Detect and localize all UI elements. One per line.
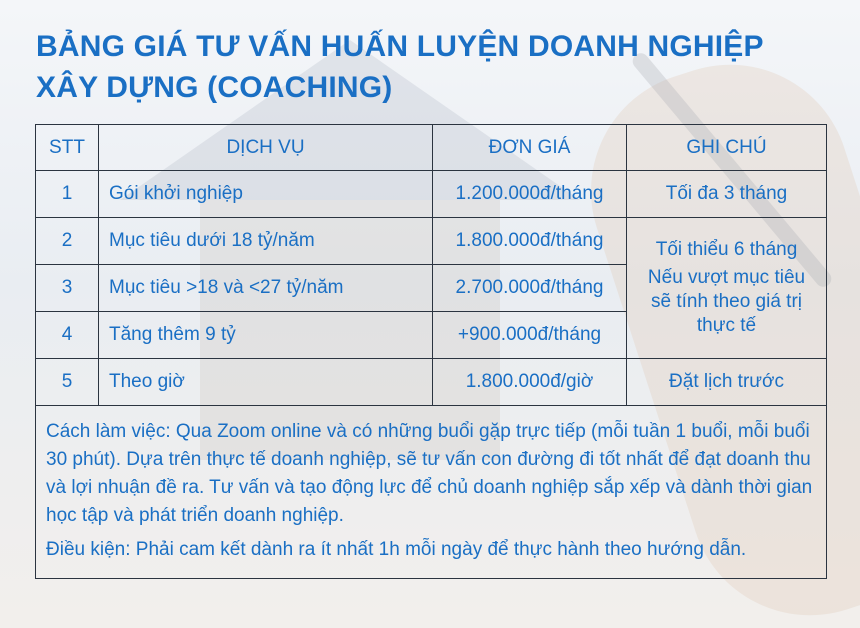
row-service: Mục tiêu >18 và <27 tỷ/năm	[99, 265, 433, 312]
condition-text: Điều kiện: Phải cam kết dành ra ít nhất 1h mỗi ngày để thực hành theo hướng dẫn.	[46, 539, 747, 560]
row-stt: 5	[36, 359, 99, 406]
footer-cell	[36, 406, 827, 579]
row-stt: 1	[36, 171, 99, 218]
row-price: 1.200.000đ/tháng	[433, 171, 627, 218]
working-method-text: Cách làm việc: Qua Zoom online và có những buổi gặp trực tiếp (mỗi tuần 1 buổi, mỗi buổi 30 phút). Dựa trên thực tế doanh nghiệp, sẽ tư vấn con đường đi tốt nhất để đạt doanh thu và lợi nhuận đề ra. Tư vấn và tạo động lực để chủ doanh nghiệp sắp xếp và dành thời gian học tập và phát triển doanh nghiệp.	[46, 421, 813, 526]
row-price: 1.800.000đ/giờ	[433, 359, 627, 406]
table-row	[36, 218, 827, 265]
page-title-line-2: XÂY DỰNG (COACHING)	[36, 71, 393, 104]
header-note: GHI CHÚ	[627, 125, 827, 171]
row-note: Đặt lịch trước	[627, 359, 827, 406]
row-service: Mục tiêu dưới 18 tỷ/năm	[99, 218, 433, 265]
row-stt: 3	[36, 265, 99, 312]
table-row	[36, 171, 827, 218]
row-price: 1.800.000đ/tháng	[433, 218, 627, 265]
page-title-line-1: BẢNG GIÁ TƯ VẤN HUẤN LUYỆN DOANH NGHIỆP	[36, 30, 764, 63]
header-price: ĐƠN GIÁ	[433, 125, 627, 171]
row-service: Gói khởi nghiệp	[99, 171, 433, 218]
row-note: Tối đa 3 tháng	[627, 171, 827, 218]
row-service: Tăng thêm 9 tỷ	[99, 312, 433, 359]
note-min-duration: Tối thiểu 6 tháng	[655, 239, 798, 260]
table-footer-row	[36, 406, 827, 579]
note-exceed-target: Nếu vượt mục tiêu sẽ tính theo giá trị thực tế	[647, 267, 806, 336]
row-service: Theo giờ	[99, 359, 433, 406]
table-row	[36, 359, 827, 406]
header-stt: STT	[36, 125, 99, 171]
row-price: +900.000đ/tháng	[433, 312, 627, 359]
table-header-row	[36, 125, 827, 171]
header-service: DỊCH VỤ	[99, 125, 433, 171]
price-table	[35, 124, 827, 579]
row-note-merged	[627, 218, 827, 359]
page-title	[36, 26, 836, 108]
row-stt: 2	[36, 218, 99, 265]
row-price: 2.700.000đ/tháng	[433, 265, 627, 312]
row-stt: 4	[36, 312, 99, 359]
